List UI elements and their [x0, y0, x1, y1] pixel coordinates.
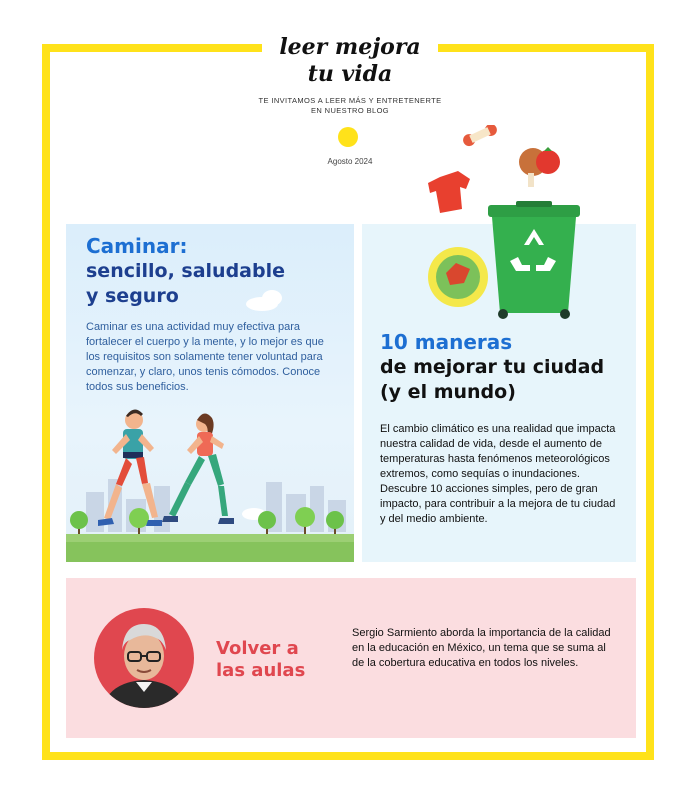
author-portrait [92, 606, 196, 710]
city-title-line-3: (y el mundo) [380, 381, 516, 403]
tagline-line-1: TE INVITAMOS A LEER MÁS Y ENTRETENERTE [258, 96, 442, 105]
article-summary-education: Sergio Sarmiento aborda la importancia de la calidad en la educación en México, un tema que se suma al de la cobertura educativa en todos los niveles. [352, 627, 611, 669]
walk-title-line-3: y seguro [86, 285, 179, 307]
title-line-1: leer mejora [279, 34, 421, 60]
article-title-education[interactable] [216, 638, 305, 682]
city-title-line-2: de mejorar tu ciudad [380, 356, 605, 378]
recycling-bin-illustration [420, 125, 600, 325]
tagline-line-2: EN NUESTRO BLOG [310, 106, 390, 115]
education-title-line-1: Volver a [216, 638, 299, 659]
city-title-line-1: 10 maneras [380, 330, 513, 354]
article-title-city[interactable] [380, 330, 604, 405]
education-title-line-2: las aulas [216, 660, 306, 681]
issue-date: Agosto 2024 [327, 157, 373, 166]
article-summary-city: El cambio climático es una realidad que impacta nuestra calidad de vida, desde el aumento de temperaturas hasta fenómenos meteorológicos extremos, como sequías o inundaciones. Descubre 10 acciones simples, pero de gran impacto, para contribuir a la mejora de tu ciudad y del medio ambiente. [380, 423, 616, 525]
article-card-walking[interactable] [66, 224, 354, 562]
article-summary-walking: Caminar es una actividad muy efectiva para fortalecer el cuerpo y la mente, y lo mejor es que los requisitos son solamente tener voluntad para comenzar, y claro, unos tenis cómodos. Conoce todos sus beneficios. [86, 321, 324, 393]
yellow-dot [338, 127, 358, 147]
newsletter-title [230, 34, 470, 88]
walk-title-line-2: sencillo, saludable [86, 260, 285, 282]
tagline [190, 96, 510, 116]
article-card-education[interactable] [66, 578, 636, 738]
walk-title-line-1: Caminar: [86, 234, 188, 258]
jogging-couple-illustration [66, 224, 354, 562]
title-line-2: tu vida [307, 61, 393, 87]
